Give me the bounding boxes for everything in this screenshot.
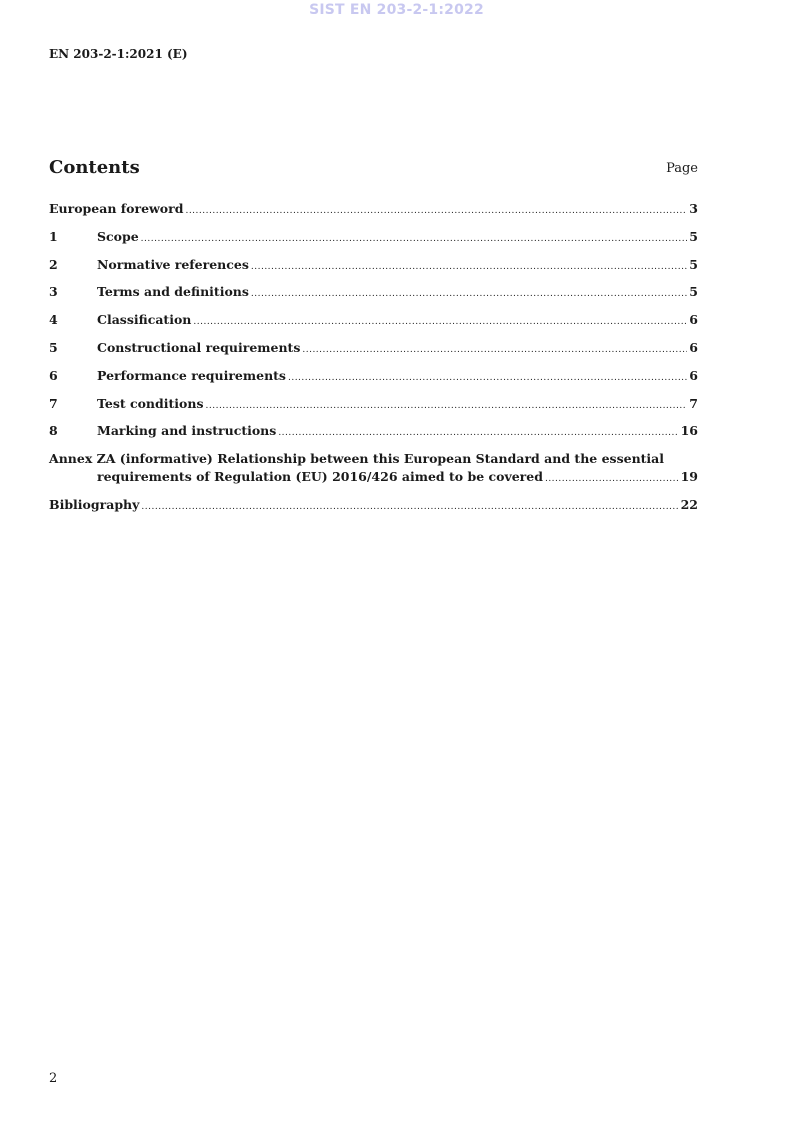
toc-entry-number: 8	[49, 423, 58, 439]
toc-entry-title-continued: requirements of Regulation (EU) 2016/426 aimed to be covered	[97, 469, 543, 485]
toc-entry-page: 6	[689, 312, 698, 328]
toc-entry-title: Test conditions	[97, 395, 204, 411]
toc-entry-constructional-requirements[interactable]	[49, 339, 698, 357]
toc-entry-classification[interactable]	[49, 311, 698, 329]
toc-entry-number: 2	[49, 256, 58, 272]
toc-entry-terms-and-definitions[interactable]	[49, 283, 698, 301]
toc-entry-page: 16	[680, 423, 698, 439]
toc-dot-leader	[251, 258, 687, 276]
toc-dot-leader	[545, 470, 679, 488]
toc-entry-page: 5	[689, 256, 698, 272]
toc-entry-test-conditions[interactable]	[49, 395, 698, 413]
toc-entry-number: 3	[49, 284, 58, 300]
toc-entry-title: Constructional requirements	[97, 339, 301, 355]
toc-dot-leader	[206, 397, 688, 415]
toc-entry-title: Performance requirements	[97, 367, 286, 383]
toc-dot-leader	[185, 202, 687, 220]
toc-entry-normative-references[interactable]	[49, 256, 698, 274]
toc-entry-foreword[interactable]	[49, 200, 698, 218]
toc-entry-number: 7	[49, 395, 58, 411]
toc-entry-title: Terms and definitions	[97, 284, 249, 300]
toc-entry-title: European foreword	[49, 201, 184, 216]
toc-entry-scope[interactable]	[49, 228, 698, 246]
toc-entry-page: 22	[680, 496, 698, 512]
toc-entry-number: 6	[49, 367, 58, 383]
document-id: EN 203-2-1:2021 (E)	[49, 47, 188, 61]
toc-entry-page: 5	[689, 284, 698, 300]
toc-dot-leader	[141, 230, 688, 248]
toc-entry-page: 6	[689, 367, 698, 383]
toc-entry-title: Scope	[97, 228, 139, 244]
toc-entry-annex-za[interactable]	[49, 450, 698, 486]
toc-entry-title: Bibliography	[49, 496, 140, 512]
toc-entry-page: 6	[689, 339, 698, 355]
toc-entry-number: 4	[49, 312, 58, 328]
toc-entry-title: Marking and instructions	[97, 423, 277, 439]
toc-dot-leader	[302, 341, 687, 359]
toc-entry-page: 5	[689, 228, 698, 244]
toc-entry-number: 1	[49, 228, 58, 244]
toc-entry-title: Annex ZA (informative) Relationship between this European Standard and the essential	[49, 451, 665, 467]
page-column-label: Page	[666, 161, 698, 176]
toc-dot-leader	[193, 313, 687, 331]
toc-entry-page: 3	[689, 201, 698, 216]
toc-entry-page: 7	[689, 395, 698, 411]
toc-dot-leader	[278, 424, 678, 442]
watermark: SIST EN 203-2-1:2022	[309, 2, 484, 18]
toc-dot-leader	[141, 498, 678, 516]
toc-entry-title: Normative references	[97, 256, 249, 272]
toc-entry-performance-requirements[interactable]	[49, 367, 698, 385]
page-number: 2	[49, 1071, 58, 1086]
toc-entry-page: 19	[680, 469, 698, 485]
toc-entry-title: Classification	[97, 312, 192, 328]
toc-entry-number: 5	[49, 339, 58, 355]
toc-dot-leader	[288, 369, 687, 387]
toc-dot-leader	[251, 285, 687, 303]
contents-heading: Contents	[49, 157, 140, 178]
toc-entry-bibliography[interactable]	[49, 496, 698, 514]
table-of-contents	[49, 200, 698, 524]
toc-entry-marking-and-instructions[interactable]	[49, 422, 698, 440]
